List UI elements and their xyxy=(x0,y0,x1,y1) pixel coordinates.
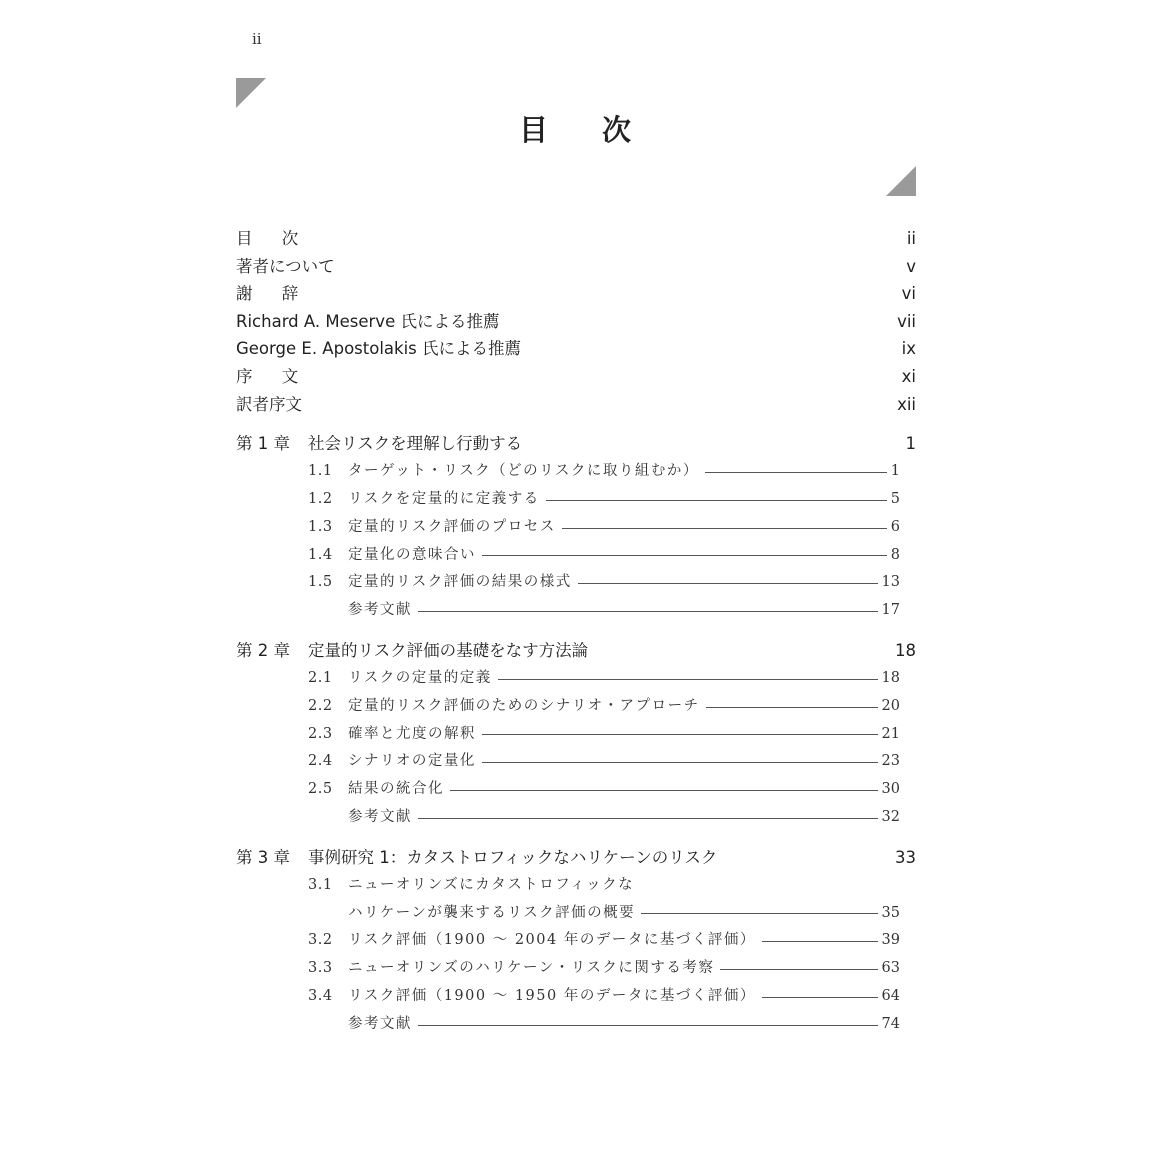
chapter-number: 第 3 章 xyxy=(236,847,290,867)
leader-line xyxy=(482,762,878,763)
chapter-title: 定量的リスク評価の基礎をなす方法論 xyxy=(308,640,589,660)
section-page: 63 xyxy=(881,960,900,977)
chapter-page: 33 xyxy=(895,847,916,867)
section-entry[interactable] xyxy=(308,983,900,1011)
leader-line xyxy=(546,500,887,501)
section-number: 1.1 xyxy=(308,463,333,480)
section-entry[interactable] xyxy=(308,1011,900,1039)
section-page: 8 xyxy=(890,546,900,563)
section-page: 21 xyxy=(881,725,900,742)
chapter-block xyxy=(236,844,916,1039)
leader-line xyxy=(418,611,878,612)
page-number: ii xyxy=(252,30,262,48)
section-number: 2.1 xyxy=(308,669,333,686)
chapter-page: 1 xyxy=(905,434,916,454)
section-page: 30 xyxy=(881,781,900,798)
section-title: リスクを定量的に定義する xyxy=(348,490,540,507)
section-title: 結果の統合化 xyxy=(348,781,444,798)
section-title: 参考文献 xyxy=(348,602,412,619)
leader-line xyxy=(578,583,878,584)
leader-line xyxy=(498,679,878,680)
section-title: 参考文献 xyxy=(348,808,412,825)
section-page: 17 xyxy=(881,602,900,619)
chapter-number: 第 2 章 xyxy=(236,640,290,660)
chapter-title: 事例研究 1：カタストロフィックなハリケーンのリスク xyxy=(308,847,718,867)
section-entry[interactable] xyxy=(308,597,900,625)
leader-line xyxy=(450,790,878,791)
leader-line xyxy=(706,707,878,708)
section-title: ニューオリンズにカタストロフィックな xyxy=(348,876,635,893)
section-number: 2.2 xyxy=(308,697,333,714)
section-page: 5 xyxy=(890,490,900,507)
section-entry[interactable] xyxy=(308,514,900,542)
section-number: 3.4 xyxy=(308,987,333,1004)
chapter-heading[interactable] xyxy=(236,637,916,665)
section-number: 1.2 xyxy=(308,490,333,507)
leader-line xyxy=(482,734,878,735)
section-page: 13 xyxy=(881,574,900,591)
corner-triangle-bottom-right xyxy=(886,166,916,196)
front-matter-item[interactable] xyxy=(236,280,916,308)
front-matter-item[interactable] xyxy=(236,253,916,281)
chapter-list xyxy=(236,430,916,1038)
front-matter-page: vii xyxy=(897,311,916,331)
front-matter-page: ix xyxy=(901,339,916,359)
front-matter-page: vi xyxy=(901,284,916,304)
section-entry[interactable] xyxy=(308,900,900,928)
section-page: 20 xyxy=(881,697,900,714)
front-matter-label: 著者について xyxy=(236,256,335,276)
section-entry[interactable] xyxy=(308,458,900,486)
chapter-page: 18 xyxy=(895,640,916,660)
section-entry[interactable] xyxy=(308,955,900,983)
front-matter-list xyxy=(236,225,916,418)
section-title: 定量的リスク評価のためのシナリオ・アプローチ xyxy=(348,697,700,714)
chapter-number: 第 1 章 xyxy=(236,434,290,454)
chapter-block xyxy=(236,430,916,625)
front-matter-label: 謝 辞 xyxy=(236,284,311,304)
section-number: 3.3 xyxy=(308,960,333,977)
front-matter-label: Richard A. Meserve 氏による推薦 xyxy=(236,311,500,331)
section-entry[interactable] xyxy=(308,872,900,900)
section-number: 2.3 xyxy=(308,725,333,742)
leader-line xyxy=(762,941,878,942)
front-matter-item[interactable] xyxy=(236,225,916,253)
section-page: 35 xyxy=(881,904,900,921)
section-title: シナリオの定量化 xyxy=(348,753,476,770)
section-number: 3.1 xyxy=(308,876,333,893)
section-number: 3.2 xyxy=(308,932,333,949)
section-entry[interactable] xyxy=(308,569,900,597)
front-matter-page: ii xyxy=(906,229,916,248)
section-title: 確率と尤度の解釈 xyxy=(348,725,476,742)
section-title: 定量的リスク評価の結果の様式 xyxy=(348,574,572,591)
chapter-heading[interactable] xyxy=(236,430,916,458)
section-entry[interactable] xyxy=(308,927,900,955)
front-matter-page: xii xyxy=(897,394,916,414)
section-page: 74 xyxy=(881,1015,900,1032)
section-number: 1.4 xyxy=(308,546,333,563)
front-matter-label: George E. Apostolakis 氏による推薦 xyxy=(236,339,522,359)
chapter-heading[interactable] xyxy=(236,844,916,872)
section-number: 1.3 xyxy=(308,518,333,535)
section-title: ハリケーンが襲来するリスク評価の概要 xyxy=(348,904,636,921)
section-entry[interactable] xyxy=(308,665,900,693)
section-page: 64 xyxy=(881,987,900,1004)
section-title: 定量的リスク評価のプロセス xyxy=(348,518,556,535)
section-title: ターゲット・リスク（どのリスクに取り組むか） xyxy=(348,463,699,480)
section-page: 6 xyxy=(890,518,900,535)
front-matter-label: 序 文 xyxy=(236,366,311,386)
section-title: 参考文献 xyxy=(348,1015,412,1032)
leader-line xyxy=(720,969,877,970)
leader-line xyxy=(562,528,887,529)
section-entry[interactable] xyxy=(308,693,900,721)
section-title: リスク評価（1900 ～ 2004 年のデータに基づく評価） xyxy=(348,932,756,949)
section-entry[interactable] xyxy=(308,776,900,804)
section-number: 2.5 xyxy=(308,781,333,798)
section-number: 2.4 xyxy=(308,753,333,770)
front-matter-item[interactable] xyxy=(236,335,916,363)
section-entry[interactable] xyxy=(308,542,900,570)
leader-line xyxy=(418,818,878,819)
front-matter-item[interactable] xyxy=(236,391,916,419)
front-matter-item[interactable] xyxy=(236,308,916,336)
leader-line xyxy=(418,1025,878,1026)
section-page: 18 xyxy=(881,669,900,686)
section-entry[interactable] xyxy=(308,721,900,749)
leader-line xyxy=(705,472,887,473)
section-entry[interactable] xyxy=(308,804,900,832)
table-of-contents xyxy=(236,225,916,1039)
corner-triangle-top-left xyxy=(236,78,266,108)
section-page: 1 xyxy=(890,463,900,480)
section-page: 32 xyxy=(881,808,900,825)
chapter-block xyxy=(236,637,916,832)
section-title: リスク評価（1900 ～ 1950 年のデータに基づく評価） xyxy=(348,987,756,1004)
chapter-title: 社会リスクを理解し行動する xyxy=(308,434,523,454)
section-title: 定量化の意味合い xyxy=(348,546,476,563)
leader-line xyxy=(762,997,878,998)
section-entry[interactable] xyxy=(308,486,900,514)
section-entry[interactable] xyxy=(308,748,900,776)
section-page: 23 xyxy=(881,753,900,770)
section-page: 39 xyxy=(881,932,900,949)
section-title: ニューオリンズのハリケーン・リスクに関する考察 xyxy=(348,960,715,977)
front-matter-page: xi xyxy=(901,366,916,386)
front-matter-page: v xyxy=(906,256,916,276)
front-matter-label: 訳者序文 xyxy=(236,394,302,414)
leader-line xyxy=(641,913,877,914)
section-title: リスクの定量的定義 xyxy=(348,669,492,686)
leader-line xyxy=(482,555,887,556)
front-matter-item[interactable] xyxy=(236,363,916,391)
section-number: 1.5 xyxy=(308,574,333,591)
front-matter-label: 目 次 xyxy=(236,229,311,248)
page-title: 目 次 xyxy=(518,113,654,147)
